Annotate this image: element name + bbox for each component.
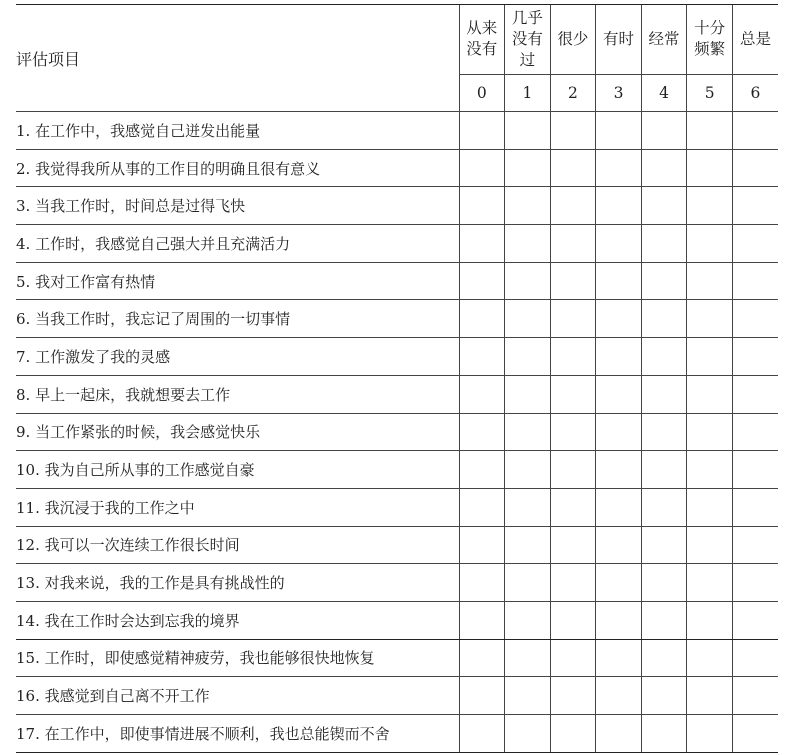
option-header-0 xyxy=(459,5,505,75)
rating-cell-1[interactable] xyxy=(505,338,551,376)
rating-cell-2[interactable] xyxy=(550,526,596,564)
rating-cell-2[interactable] xyxy=(550,149,596,187)
rating-cell-1[interactable] xyxy=(505,300,551,338)
option-header-text: 没有过 xyxy=(511,29,543,69)
rating-cell-4[interactable] xyxy=(641,375,687,413)
item-label: 11. 我沉浸于我的工作之中 xyxy=(16,488,459,526)
score-header-5: 5 xyxy=(687,74,733,111)
rating-cell-6[interactable] xyxy=(732,526,778,564)
rating-cell-0[interactable] xyxy=(459,564,505,602)
item-label: 4. 工作时，我感觉自己强大并且充满活力 xyxy=(16,225,459,263)
rating-cell-1[interactable] xyxy=(505,488,551,526)
item-column-header: 评估项目 xyxy=(16,5,459,112)
table-row xyxy=(16,338,778,376)
rating-cell-5[interactable] xyxy=(687,639,733,677)
table-row xyxy=(16,262,778,300)
option-header-text: 几乎 xyxy=(511,8,543,27)
rating-cell-6[interactable] xyxy=(732,112,778,150)
option-header-6 xyxy=(732,5,778,75)
rating-cell-1[interactable] xyxy=(505,149,551,187)
option-header-text: 经常 xyxy=(648,29,680,48)
rating-cell-6[interactable] xyxy=(732,488,778,526)
rating-cell-5[interactable] xyxy=(687,149,733,187)
score-header-3: 3 xyxy=(596,74,642,111)
table-row xyxy=(16,526,778,564)
rating-cell-4[interactable] xyxy=(641,639,687,677)
rating-cell-0[interactable] xyxy=(459,338,505,376)
rating-cell-2[interactable] xyxy=(550,639,596,677)
rating-cell-1[interactable] xyxy=(505,187,551,225)
rating-cell-1[interactable] xyxy=(505,526,551,564)
rating-cell-0[interactable] xyxy=(459,149,505,187)
rating-cell-6[interactable] xyxy=(732,413,778,451)
rating-cell-5[interactable] xyxy=(687,338,733,376)
rating-cell-4[interactable] xyxy=(641,451,687,489)
rating-cell-4[interactable] xyxy=(641,300,687,338)
rating-cell-5[interactable] xyxy=(687,375,733,413)
table-row xyxy=(16,564,778,602)
rating-cell-2[interactable] xyxy=(550,564,596,602)
table-row xyxy=(16,488,778,526)
rating-cell-6[interactable] xyxy=(732,564,778,602)
rating-cell-0[interactable] xyxy=(459,601,505,639)
rating-cell-6[interactable] xyxy=(732,451,778,489)
item-label: 1. 在工作中，我感觉自己迸发出能量 xyxy=(16,112,459,150)
rating-cell-4[interactable] xyxy=(641,488,687,526)
item-label: 14. 我在工作时会达到忘我的境界 xyxy=(16,601,459,639)
rating-cell-2[interactable] xyxy=(550,225,596,263)
header-row-labels xyxy=(16,5,778,75)
rating-cell-5[interactable] xyxy=(687,715,733,753)
table-row xyxy=(16,375,778,413)
rating-cell-3[interactable] xyxy=(596,375,642,413)
rating-cell-0[interactable] xyxy=(459,677,505,715)
rating-cell-4[interactable] xyxy=(641,564,687,602)
rating-cell-1[interactable] xyxy=(505,112,551,150)
rating-cell-6[interactable] xyxy=(732,149,778,187)
rating-cell-6[interactable] xyxy=(732,639,778,677)
rating-cell-4[interactable] xyxy=(641,338,687,376)
rating-cell-0[interactable] xyxy=(459,375,505,413)
rating-cell-4[interactable] xyxy=(641,262,687,300)
rating-cell-3[interactable] xyxy=(596,413,642,451)
rating-cell-5[interactable] xyxy=(687,225,733,263)
score-header-2: 2 xyxy=(550,74,596,111)
rating-cell-1[interactable] xyxy=(505,601,551,639)
rating-cell-4[interactable] xyxy=(641,225,687,263)
item-label: 16. 我感觉到自己离不开工作 xyxy=(16,677,459,715)
rating-cell-6[interactable] xyxy=(732,375,778,413)
rating-cell-0[interactable] xyxy=(459,112,505,150)
table-row xyxy=(16,413,778,451)
score-header-6: 6 xyxy=(732,74,778,111)
rating-table xyxy=(16,4,778,753)
rating-cell-0[interactable] xyxy=(459,262,505,300)
option-header-text: 十分 xyxy=(694,19,726,38)
option-header-3 xyxy=(596,5,642,75)
rating-cell-6[interactable] xyxy=(732,715,778,753)
option-header-text: 有时 xyxy=(602,29,634,48)
rating-cell-3[interactable] xyxy=(596,112,642,150)
rating-cell-4[interactable] xyxy=(641,601,687,639)
rating-cell-3[interactable] xyxy=(596,225,642,263)
item-label: 6. 当我工作时，我忘记了周围的一切事情 xyxy=(16,300,459,338)
rating-cell-2[interactable] xyxy=(550,677,596,715)
table-row xyxy=(16,187,778,225)
rating-cell-2[interactable] xyxy=(550,187,596,225)
item-label: 3. 当我工作时，时间总是过得飞快 xyxy=(16,187,459,225)
option-header-text: 总是 xyxy=(739,29,771,48)
rating-cell-1[interactable] xyxy=(505,715,551,753)
rating-cell-0[interactable] xyxy=(459,526,505,564)
item-label: 9. 当工作紧张的时候，我会感觉快乐 xyxy=(16,413,459,451)
rating-cell-1[interactable] xyxy=(505,677,551,715)
rating-cell-5[interactable] xyxy=(687,564,733,602)
rating-cell-3[interactable] xyxy=(596,300,642,338)
rating-cell-0[interactable] xyxy=(459,451,505,489)
rating-cell-1[interactable] xyxy=(505,451,551,489)
table-row xyxy=(16,451,778,489)
table-row xyxy=(16,715,778,753)
rating-cell-3[interactable] xyxy=(596,677,642,715)
option-header-text: 从来 xyxy=(466,19,498,38)
rating-cell-2[interactable] xyxy=(550,413,596,451)
rating-cell-4[interactable] xyxy=(641,112,687,150)
item-label: 10. 我为自己所从事的工作感觉自豪 xyxy=(16,451,459,489)
rating-cell-4[interactable] xyxy=(641,677,687,715)
rating-cell-3[interactable] xyxy=(596,601,642,639)
rating-cell-0[interactable] xyxy=(459,300,505,338)
rating-cell-1[interactable] xyxy=(505,564,551,602)
item-label: 17. 在工作中，即使事情进展不顺利，我也总能锲而不舍 xyxy=(16,715,459,753)
item-label: 13. 对我来说，我的工作是具有挑战性的 xyxy=(16,564,459,602)
rating-cell-2[interactable] xyxy=(550,601,596,639)
option-header-5 xyxy=(687,5,733,75)
rating-cell-2[interactable] xyxy=(550,375,596,413)
rating-cell-5[interactable] xyxy=(687,262,733,300)
option-header-1 xyxy=(505,5,551,75)
rating-cell-5[interactable] xyxy=(687,187,733,225)
option-header-4 xyxy=(641,5,687,75)
rating-cell-6[interactable] xyxy=(732,187,778,225)
table-row xyxy=(16,112,778,150)
rating-cell-2[interactable] xyxy=(550,488,596,526)
rating-cell-5[interactable] xyxy=(687,677,733,715)
rating-cell-3[interactable] xyxy=(596,488,642,526)
rating-cell-4[interactable] xyxy=(641,187,687,225)
rating-cell-3[interactable] xyxy=(596,639,642,677)
table-row xyxy=(16,677,778,715)
item-label: 5. 我对工作富有热情 xyxy=(16,262,459,300)
rating-cell-4[interactable] xyxy=(641,526,687,564)
rating-cell-0[interactable] xyxy=(459,715,505,753)
option-header-text: 没有 xyxy=(466,40,498,59)
item-label: 2. 我觉得我所从事的工作目的明确且很有意义 xyxy=(16,149,459,187)
item-label: 7. 工作激发了我的灵感 xyxy=(16,338,459,376)
rating-cell-2[interactable] xyxy=(550,300,596,338)
score-header-1: 1 xyxy=(505,74,551,111)
rating-cell-3[interactable] xyxy=(596,451,642,489)
rating-cell-0[interactable] xyxy=(459,225,505,263)
rating-cell-2[interactable] xyxy=(550,715,596,753)
table-row xyxy=(16,639,778,677)
option-header-text: 频繁 xyxy=(694,40,726,59)
rating-cell-3[interactable] xyxy=(596,187,642,225)
rating-cell-6[interactable] xyxy=(732,225,778,263)
rating-cell-4[interactable] xyxy=(641,149,687,187)
item-label: 15. 工作时，即使感觉精神疲劳，我也能够很快地恢复 xyxy=(16,639,459,677)
rating-cell-3[interactable] xyxy=(596,338,642,376)
item-rows xyxy=(16,112,778,753)
rating-cell-6[interactable] xyxy=(732,300,778,338)
rating-cell-4[interactable] xyxy=(641,413,687,451)
rating-cell-3[interactable] xyxy=(596,715,642,753)
table-row xyxy=(16,300,778,338)
rating-cell-3[interactable] xyxy=(596,526,642,564)
rating-cell-5[interactable] xyxy=(687,601,733,639)
rating-cell-5[interactable] xyxy=(687,488,733,526)
rating-cell-5[interactable] xyxy=(687,413,733,451)
rating-cell-1[interactable] xyxy=(505,413,551,451)
table-row xyxy=(16,149,778,187)
rating-cell-1[interactable] xyxy=(505,639,551,677)
rating-cell-0[interactable] xyxy=(459,488,505,526)
rating-cell-2[interactable] xyxy=(550,451,596,489)
rating-cell-0[interactable] xyxy=(459,413,505,451)
item-label: 8. 早上一起床，我就想要去工作 xyxy=(16,375,459,413)
rating-cell-5[interactable] xyxy=(687,112,733,150)
rating-cell-3[interactable] xyxy=(596,149,642,187)
rating-cell-0[interactable] xyxy=(459,639,505,677)
rating-cell-5[interactable] xyxy=(687,451,733,489)
rating-cell-5[interactable] xyxy=(687,300,733,338)
rating-cell-1[interactable] xyxy=(505,375,551,413)
rating-cell-6[interactable] xyxy=(732,677,778,715)
rating-cell-1[interactable] xyxy=(505,225,551,263)
table-row xyxy=(16,601,778,639)
rating-cell-2[interactable] xyxy=(550,262,596,300)
rating-cell-4[interactable] xyxy=(641,715,687,753)
rating-cell-1[interactable] xyxy=(505,262,551,300)
rating-cell-3[interactable] xyxy=(596,564,642,602)
rating-cell-6[interactable] xyxy=(732,338,778,376)
rating-cell-5[interactable] xyxy=(687,526,733,564)
rating-cell-6[interactable] xyxy=(732,262,778,300)
score-header-0: 0 xyxy=(459,74,505,111)
score-header-4: 4 xyxy=(641,74,687,111)
rating-cell-0[interactable] xyxy=(459,187,505,225)
option-header-text: 很少 xyxy=(557,29,589,48)
table-row xyxy=(16,225,778,263)
option-header-2 xyxy=(550,5,596,75)
rating-cell-2[interactable] xyxy=(550,112,596,150)
item-label: 12. 我可以一次连续工作很长时间 xyxy=(16,526,459,564)
rating-cell-2[interactable] xyxy=(550,338,596,376)
rating-cell-3[interactable] xyxy=(596,262,642,300)
rating-cell-6[interactable] xyxy=(732,601,778,639)
